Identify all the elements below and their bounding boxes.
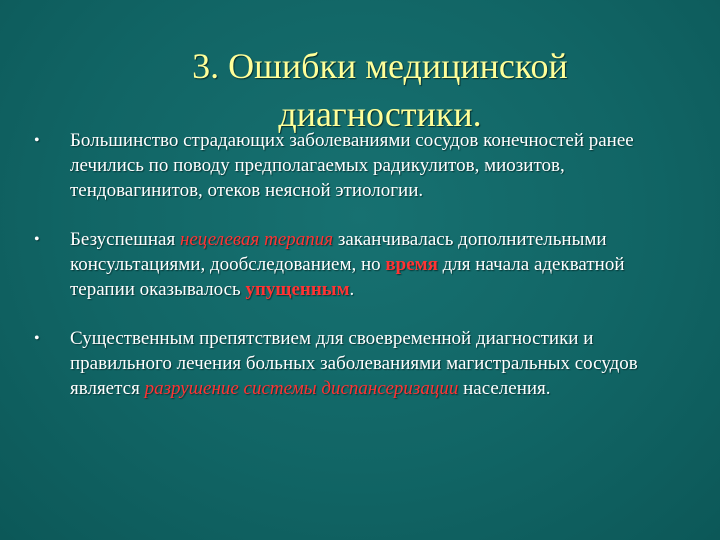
bullet-marker: •: [34, 231, 40, 248]
bullet-2-highlight-missed: упущенным: [245, 279, 350, 300]
bullet-2-text-part-1: Безуспешная: [70, 229, 180, 250]
slide-title-line-2: диагностики.: [278, 94, 482, 135]
bullet-1-text: Большинство страдающих заболеваниями сосудов конечностей ранее лечились по поводу предполагаемых радикулитов, миозитов, тендовагинитов, отеков неясной этиологии.: [70, 130, 634, 201]
bullet-item-1: [34, 128, 694, 203]
bullet-item-2: [34, 227, 694, 302]
bullet-2-text-part-3: для начала адекватной терапии оказывалось: [70, 254, 625, 300]
bullet-marker: •: [34, 132, 40, 149]
bullet-3-highlight-screening-system: разрушение системы диспансеризации: [144, 378, 459, 399]
bullet-list: [34, 128, 694, 425]
bullet-3-text-part-1: Существенным препятствием для своевременной диагностики и правильного лечения больных заболеваниями магистральных сосудов является: [70, 328, 638, 399]
bullet-2-text-part-2: заканчивалась дополнительными консультациями, дообследованием, но: [70, 229, 607, 275]
slide-title: [70, 42, 690, 138]
bullet-2-text-part-4: .: [349, 279, 355, 300]
bullet-3-text-part-2: населения.: [458, 378, 551, 399]
bullet-2-highlight-time: время: [385, 254, 438, 275]
bullet-2-highlight-untargeted-therapy: нецелевая терапия: [179, 229, 334, 250]
bullet-marker: •: [34, 330, 40, 347]
slide-title-line-1: 3. Ошибки медицинской: [192, 46, 568, 87]
bullet-item-3: [34, 326, 694, 401]
